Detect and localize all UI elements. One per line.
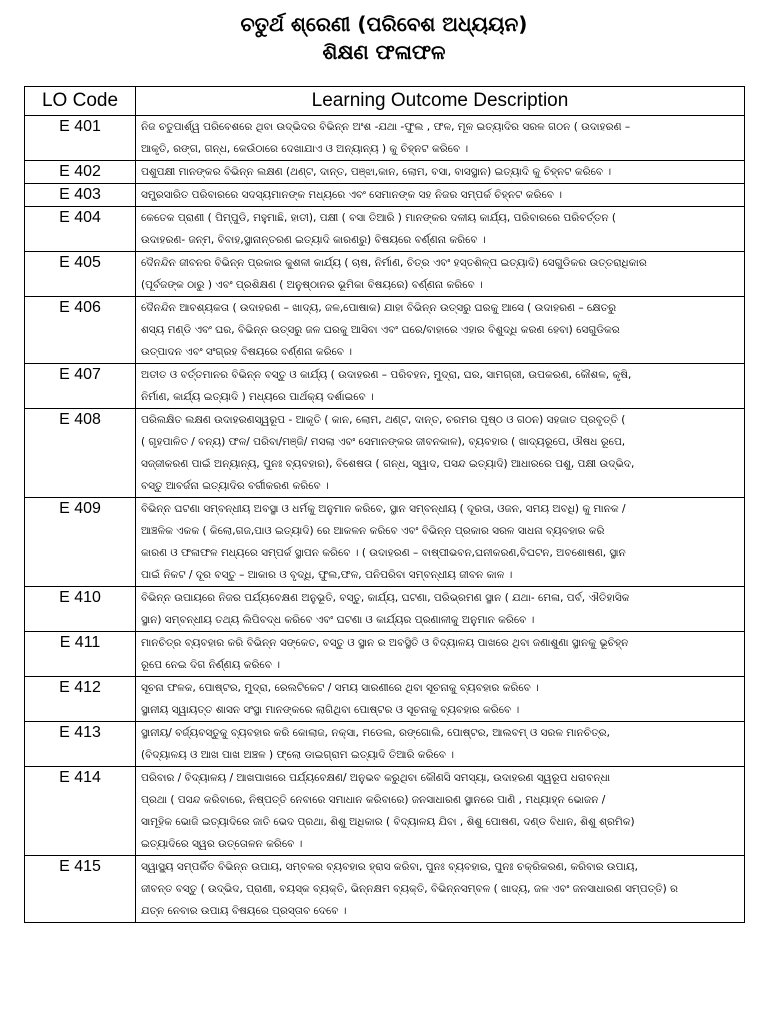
description-line: ପରିଲକ୍ଷିତ ଲକ୍ଷଣ ଉଦାହରଣସ୍ୱରୂପ - ଆକୃତି ( କାନ, ଲୋମ, ଥଣ୍ଟ, ଦାନ୍ତ, ଚରମର ପୃଷ୍ଠ ଓ ଗଠନ) ସହଜାତ ପ୍ରବୃତ୍ତି ( xyxy=(141,414,626,426)
lo-description-cell xyxy=(136,587,745,632)
description-line: ଇତ୍ୟାଦିରେ ସ୍ୱର ଉତ୍ତୋଳନ କରିବେ । xyxy=(141,838,303,850)
lo-description-cell xyxy=(136,252,745,297)
table-row xyxy=(25,252,745,297)
description-line: ଶସ୍ୟ ମଣ୍ଡି ଏବଂ ଘର, ବିଭିନ୍ନ ଉତ୍ସରୁ ଜଳ ଘରକୁ ଆସିବା ଏବଂ ଘରେ/ବାହାରେ ଏହାର ବିଶୁଦ୍ଧି କରଣ ହେବା) ସେଗୁଡିକର xyxy=(141,324,620,336)
description-line: ରୂପେ ନେଇ ଦିଗ ନିର୍ଣ୍ଣୟ କରିବେ । xyxy=(141,659,280,671)
table-row xyxy=(25,364,745,409)
lo-code-cell: E 406 xyxy=(25,297,136,364)
page-subtitle: ଶିକ୍ଷଣ ଫଳାଫଳ xyxy=(322,40,446,64)
description-line: ନିଜ ଚତୁପାର୍ଶ୍ୱ ପରିବେଶରେ ଥିବା ଉଦ୍ଭିଦର ବିଭିନ୍ନ ଅଂଶ -ଯଥା -ଫୁଲ , ଫଳ, ମୂଳ ଇତ୍ୟାଦିର ସରଳ ଗଠନ ( ଉଦାହରଣ – xyxy=(141,121,631,133)
lo-description-cell xyxy=(136,677,745,722)
description-line: ଉତ୍ପାଦନ ଏବଂ ସଂଗ୍ରହ ବିଷୟରେ ବର୍ଣ୍ଣନା କରିବେ । xyxy=(141,346,353,358)
table-row xyxy=(25,856,745,923)
lo-description-cell xyxy=(136,207,745,252)
description-line: ଜୀବନ୍ତ ବସ୍ତୁ ( ଉଦ୍ଭିଦ, ପ୍ରାଣୀ, ବୟସ୍କ ବ୍ୟକ୍ତି, ଭିନ୍ନକ୍ଷମ ବ୍ୟକ୍ତି, ବିଭିନ୍ନସମ୍ବଳ ( ଖାଦ୍ୟ, ଜଳ ଏବଂ ଜନସାଧାରଣ ସମ୍ପତ୍ତି) ର xyxy=(141,883,678,895)
table-row xyxy=(25,498,745,587)
table-row xyxy=(25,116,745,161)
table-row xyxy=(25,184,745,207)
column-header-description: Learning Outcome Description xyxy=(136,87,745,116)
table-row xyxy=(25,409,745,498)
lo-code-cell: E 410 xyxy=(25,587,136,632)
table-row xyxy=(25,722,745,767)
description-line: ଆଞ୍ଚଳିକ ଏକକ ( କିଲୋ,ଗଜ,ପାଓ ଇତ୍ୟାଦି) ରେ ଆକଳନ କରିବେ ଏବଂ ବିଭିନ୍ନ ପ୍ରକାର ସରଳ ସାଧନା ବ୍ୟବହାର କରି xyxy=(141,525,605,537)
description-line: ବିଭିନ୍ନ ଘଟଣା ସମ୍ବନ୍ଧୀୟ ଅବସ୍ଥା ଓ ଧର୍ମକୁ ଅନୁମାନ କରିବେ, ସ୍ଥାନ ସମ୍ବନ୍ଧୀୟ ( ଦୂରତା, ଓଜନ, ସମୟ ଅବଧି) କୁ ମାନକ / xyxy=(141,503,626,515)
table-row xyxy=(25,632,745,677)
description-line: ସ୍ଥାନ) ସମ୍ବନ୍ଧୀୟ ତଥ୍ୟ ଲିପିବଦ୍ଧ କରିବେ ଏବଂ ଘଟଣା ଓ କାର୍ଯ୍ୟର ପ୍ରଣାଳୀକୁ ଅନୁମାନ କରିବେ । xyxy=(141,614,535,626)
description-line: ପ୍ରଥା ( ପସନ୍ଦ କରିବାରେ, ନିଷ୍ପତ୍ତି ନେବାରେ ସମାଧାନ କରିବାରେ) ଜନସାଧାରଣ ସ୍ଥାନରେ ପାଣି , ମଧ୍ୟାହ୍ନ ଭୋଜନ / xyxy=(141,794,606,806)
lo-code-cell: E 402 xyxy=(25,161,136,184)
lo-code-cell: E 411 xyxy=(25,632,136,677)
lo-code-cell: E 415 xyxy=(25,856,136,923)
description-line: ପରିବାର / ବିଦ୍ୟାଳୟ / ଆଖପାଖରେ ପର୍ଯ୍ୟବେକ୍ଷଣ/ ଅନୁଭବ କରୁଥିବା କୌଣସି ସମସ୍ୟା, ଉଦାହରଣ ସ୍ୱରୂପ ଧରାବନ୍ଧା xyxy=(141,772,611,784)
description-line: ପଶୁପକ୍ଷୀ ମାନଙ୍କର ବିଭିନ୍ନ ଲକ୍ଷଣ (ଥଣ୍ଟ, ଦାନ୍ତ, ପଞ୍ଝା,କାନ, ଲୋମ, ବସା, ବାସସ୍ଥାନ) ଇତ୍ୟାଦି କୁ ଚିହ୍ନଟ କରିବେ । xyxy=(141,166,612,178)
lo-description-cell xyxy=(136,767,745,856)
description-line: ପାଇଁ ନିକଟ / ଦୂର ବସ୍ତୁ – ଆକାର ଓ ବୃଦ୍ଧି, ଫୁଲ,ଫଳ, ପନିପରିବା ସମ୍ବନ୍ଧୀୟ ଜୀବନ କାଳ । xyxy=(141,569,513,581)
lo-code-cell: E 413 xyxy=(25,722,136,767)
table-row xyxy=(25,161,745,184)
description-line: ସଜ୍ଜୀକରଣ ପାଇଁ ଅନ୍ୟାନ୍ୟ, ପୁନଃ ବ୍ୟବହାର), ବିଶେଷତା ( ଗନ୍ଧ, ସ୍ୱାଦ, ପସନ୍ଦ ଇତ୍ୟାଦି) ଆଧାରରେ ପଶୁ, ପକ୍ଷୀ ଉଦ୍ଭିଦ, xyxy=(141,458,635,470)
description-line: ଆକୃତି, ରଙ୍ଗ, ଗନ୍ଧ, କେଉଁଠାରେ ଦେଖାଯାଏ ଓ ଅନ୍ୟାନ୍ୟ ) କୁ ଚିହ୍ନଟ କରିବେ । xyxy=(141,143,469,155)
description-line: (ପୂର୍ବଜଙ୍କ ଠାରୁ ) ଏବଂ ପ୍ରଶିକ୍ଷଣ ( ଅନୁଷ୍ଠାନର ଭୂମିକା ବିଷୟରେ) ବର୍ଣ୍ଣନା କରିବେ । xyxy=(141,279,483,291)
table-row xyxy=(25,767,745,856)
description-line: ବସ୍ତୁ ଆବର୍ଜନା ଇତ୍ୟାଦିର ବର୍ଗୀକରଣ କରିବେ । xyxy=(141,480,329,492)
description-line: ମାନଚିତ୍ର ବ୍ୟବହାର କରି ବିଭିନ୍ନ ସଙ୍କେତ, ବସ୍ତୁ ଓ ସ୍ଥାନ ର ଅବସ୍ଥିତି ଓ ବିଦ୍ୟାଳୟ ପାଖରେ ଥିବା ଜଣାଶୁଣା ସ୍ଥାନକୁ ଭୂଚିହ୍ନ xyxy=(141,637,629,649)
table-header-row xyxy=(25,87,745,116)
lo-description-cell xyxy=(136,498,745,587)
description-line: ଉଦାହରଣ- ଜନ୍ମ, ବିବାହ,ସ୍ଥାନାନ୍ତରଣ ଇତ୍ୟାଦି କାରଣରୁ) ବିଷୟରେ ବର୍ଣ୍ଣନା କରିବେ । xyxy=(141,234,486,246)
description-line: ସ୍ଥାନୀୟ/ ବର୍ଜ୍ୟବସ୍ତୁକୁ ବ୍ୟବହାର କରି କୋଲାଜ, ନକ୍ସା, ମଡେଲ, ରଙ୍ଗୋଲି, ପୋଷ୍ଟର, ଆଲବମ୍ ଓ ସରଳ ମାନଚିତ୍ର, xyxy=(141,727,610,739)
description-line: ନିର୍ମାଣ, କାର୍ଯ୍ୟ ଇତ୍ୟାଦି ) ମଧ୍ୟରେ ପାର୍ଥକ୍ୟ ଦର୍ଶାଇବେ । xyxy=(141,391,374,403)
lo-code-cell: E 404 xyxy=(25,207,136,252)
description-line: ବିଭିନ୍ନ ଉପାୟରେ ନିଜର ପର୍ଯ୍ୟବେକ୍ଷଣ ଅନୁଭୂତି, ବସ୍ତୁ, କାର୍ଯ୍ୟ, ଘଟଣା, ପରିଭ୍ରମଣ ସ୍ଥାନ ( ଯଥା- ମେଳା, ପର୍ବ, ଐତିହାସିକ xyxy=(141,592,630,604)
column-header-lo-code: LO Code xyxy=(25,87,136,116)
description-line: ( ଗୃହପାଳିତ / ବନ୍ୟ) ଫଳ/ ପରିବା/ମଞ୍ଜି/ ମସଲା ଏବଂ ସେମାନଙ୍କର ଜୀବନକାଳ), ବ୍ୟବହାର ( ଖାଦ୍ୟରୂପେ, ଔଷଧ ରୂପେ, xyxy=(141,436,626,448)
table-row xyxy=(25,677,745,722)
lo-description-cell xyxy=(136,364,745,409)
description-line: ଦୈନନ୍ଦିନ ଜୀବନର ବିଭିନ୍ନ ପ୍ରକାର କୁଶଳୀ କାର୍ଯ୍ୟ ( ଚାଷ, ନିର୍ମାଣ, ଚିତ୍ର ଏବଂ ହସ୍ତଶିଳ୍ପ ଇତ୍ୟାଦି) ସେଗୁଡିକର ଉତ୍ତରାଧିକାର xyxy=(141,257,647,269)
table-body xyxy=(25,116,745,923)
description-line: ଯତ୍ନ ନେବାର ଉପାୟ ବିଷୟରେ ପ୍ରସ୍ତାବ ଦେବେ । xyxy=(141,905,347,917)
lo-code-cell: E 409 xyxy=(25,498,136,587)
lo-code-cell: E 414 xyxy=(25,767,136,856)
page-title: ଚତୁର୍ଥ ଶ୍ରେଣୀ (ପରିବେଶ ଅଧ୍ୟୟନ) xyxy=(240,12,528,36)
lo-code-cell: E 407 xyxy=(25,364,136,409)
lo-description-cell xyxy=(136,722,745,767)
learning-outcomes-table xyxy=(24,86,745,923)
lo-description-cell xyxy=(136,409,745,498)
description-line: (ବିଦ୍ୟାଳୟ ଓ ଆଖ ପାଖ ଅଞ୍ଚଳ ) ଫ୍ଲୋ ଡାଇଗ୍ରାମ ଇତ୍ୟାଦି ତିଆରି କରିବେ । xyxy=(141,749,454,761)
lo-code-cell: E 403 xyxy=(25,184,136,207)
lo-code-cell: E 401 xyxy=(25,116,136,161)
table-row xyxy=(25,297,745,364)
lo-description-cell xyxy=(136,856,745,923)
lo-description-cell xyxy=(136,161,745,184)
lo-code-cell: E 408 xyxy=(25,409,136,498)
description-line: ସ୍ୱାସ୍ଥ୍ୟ ସମ୍ପର୍କିତ ବିଭିନ୍ନ ଉପାୟ, ସମ୍ବଳର ବ୍ୟବହାର ହ୍ରାସ କରିବା, ପୁନଃ ବ୍ୟବହାର, ପୁନଃ ଚକ୍ରିକରଣ, କରିବାର ଉପାୟ, xyxy=(141,861,638,873)
description-line: କେତେକ ପ୍ରାଣୀ ( ପିମ୍ପୁଡି, ମହୁମାଛି, ହାତୀ), ପକ୍ଷୀ ( ବସା ତିଆରି ) ମାନଙ୍କର ଦଳୀୟ କାର୍ଯ୍ୟ, ପରିବାରରେ ପରିବର୍ତ୍ତନ ( xyxy=(141,212,617,224)
description-line: ସାମୂହିକ ଭୋଜି ଇତ୍ୟାଦିରେ ଜାତି ଭେଦ ପ୍ରଥା, ଶିଶୁ ଅଧିକାର ( ବିଦ୍ୟାଳୟ ଯିବା , ଶିଶୁ ପୋଷଣ, ଦଣ୍ଡ ବିଧାନ, ଶିଶୁ ଶ୍ରମିକ) xyxy=(141,816,635,828)
lo-description-cell xyxy=(136,297,745,364)
lo-description-cell xyxy=(136,116,745,161)
lo-description-cell xyxy=(136,184,745,207)
lo-code-cell: E 405 xyxy=(25,252,136,297)
description-line: ଦୈନନ୍ଦିନ ଆବଶ୍ୟକତା ( ଉଦାହରଣ – ଖାଦ୍ୟ, ଜଳ,ପୋଷାକ) ଯାହା ବିଭିନ୍ନ ଉତ୍ସରୁ ଘରକୁ ଆସେ ( ଉଦାହରଣ – କ୍ଷେତରୁ xyxy=(141,302,617,314)
description-line: ସ୍ଥାନୀୟ ସ୍ୱାୟତ୍ତ ଶାସନ ସଂସ୍ଥା ମାନଙ୍କରେ ଲାଗିଥିବା ପୋଷ୍ଟର ଓ ସୂଚନାକୁ ବ୍ୟବହାର କରିବେ । xyxy=(141,704,520,716)
table-row xyxy=(25,207,745,252)
lo-description-cell xyxy=(136,632,745,677)
table-row xyxy=(25,587,745,632)
description-line: ଅତୀତ ଓ ବର୍ତ୍ତମାନର ବିଭିନ୍ନ ବସ୍ତୁ ଓ କାର୍ଯ୍ୟ ( ଉଦାହରଣ – ପରିବହନ, ମୁଦ୍ରା, ଘର, ସାମଗ୍ରୀ, ଉପକରଣ, କୌଶଳ, କୃଷି, xyxy=(141,369,632,381)
description-line: କାରଣ ଓ ଫଳାଫଳ ମଧ୍ୟରେ ସମ୍ପର୍କ ସ୍ଥାପନ କରିବେ । ( ଉଦାହରଣ – ବାଷ୍ପୀଭବନ,ଘନୀକରଣ,ବିଘଟନ, ଅବଶୋଷଣ, ସ୍ଥାନ xyxy=(141,547,626,559)
description-line: ସୂଚନା ଫଳକ, ପୋଷ୍ଟର, ମୁଦ୍ରା, ରେଲଟିକେଟ / ସମୟ ସାରଣୀରେ ଥିବା ସୂଚନାକୁ ବ୍ୟବହାର କରିବେ । xyxy=(141,682,539,694)
description-line: ସମ୍ପ୍ରସାରିତ ପରିବାରରେ ସଦସ୍ୟମାନଙ୍କ ମଧ୍ୟରେ ଏବଂ ସେମାନଙ୍କ ସହ ନିଜର ସମ୍ପର୍କ ଚିହ୍ନଟ କରିବେ । xyxy=(141,189,562,201)
lo-code-cell: E 412 xyxy=(25,677,136,722)
